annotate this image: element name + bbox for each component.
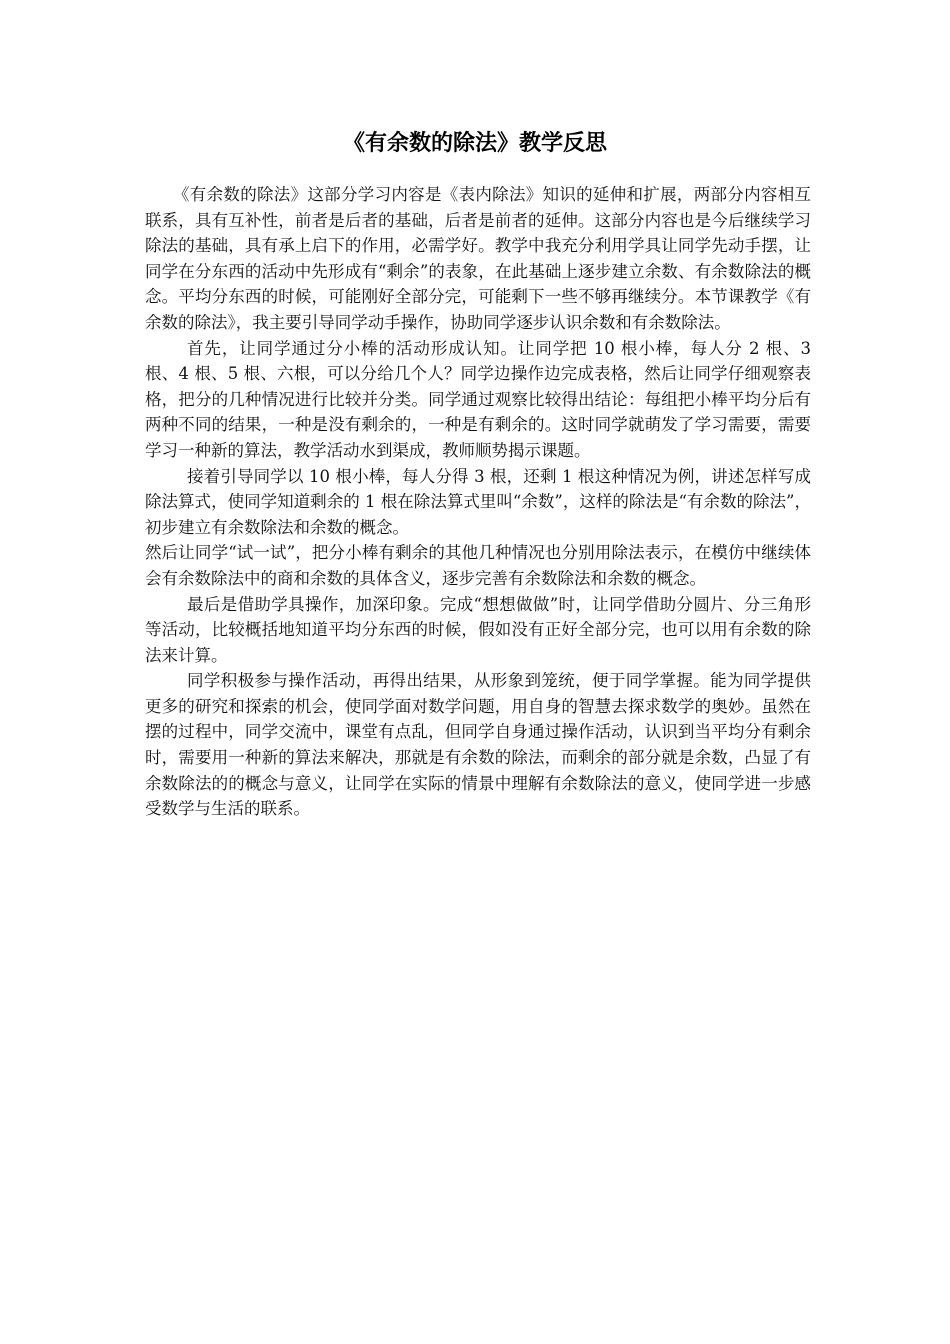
paragraph-next-step: 接着引导同学以 10 根小棒，每人分得 3 根，还剩 1 根这种情况为例，讲述怎样写成除法算式，使同学知道剩余的 1 根在除法算式里叫“余数”，这样的除法是“有余数的除法”，初步建立有余数除法和余数的概念。 xyxy=(145,466,811,537)
paragraph-intro: 《有余数的除法》这部分学习内容是《表内除法》知识的延伸和扩展，两部分内容相互联系，具有互补性，前者是后者的基础，后者是前者的延伸。这部分内容也是今后继续学习除法的基础，具有承上启下的作用，必需学好。教学中我充分利用学具让同学先动手摆，让同学在分东西的活动中先形成有“剩余”的表象，在此基础上逐步建立余数、有余数除法的概念。平均分东西的时候，可能刚好全部分完，可能剩下一些不够再继续分。本节课教学《有余数的除法》，我主要引导同学动手操作，协助同学逐步认识余数和有余数除法。 xyxy=(145,185,811,332)
paragraph-try-it: 然后让同学“试一试”，把分小棒有剩余的其他几种情况也分别用除法表示，在模仿中继续体会有余数除法中的商和余数的具体含义，逐步完善有余数除法和余数的概念。 xyxy=(145,543,811,588)
document-title: 《有余数的除法》教学反思 xyxy=(342,131,607,156)
paragraph-final-step: 最后是借助学具操作，加深印象。完成“想想做做”时，让同学借助分圆片、分三角形等活动，比较概括地知道平均分东西的时候，假如没有正好全部分完，也可以用有余数的除法来计算。 xyxy=(145,594,811,665)
paragraph-first-step: 首先，让同学通过分小棒的活动形成认知。让同学把 10 根小棒，每人分 2 根、3 根、4 根、5 根、六根，可以分给几个人？同学边操作边完成表格，然后让同学仔细观察表格，把分的几种情况进行比较并分类。同学通过观察比较得出结论：每组把小棒平均分后有两种不同的结果，一种是没有剩余的，一种是有剩余的。这时同学就萌发了学习需要，需要学习一种新的算法，教学活动水到渠成，教师顺势揭示课题。 xyxy=(145,338,811,460)
paragraph-conclusion: 同学积极参与操作活动，再得出结果，从形象到笼统，便于同学掌握。能为同学提供更多的研究和探索的机会，使同学面对数学问题，用自身的智慧去探求数学的奥妙。虽然在摆的过程中，同学交流中，课堂有点乱，但同学自身通过操作活动，认识到当平均分有剩余时，需要用一种新的算法来解决，那就是有余数的除法，而剩余的部分就是余数，凸显了有余数除法的的概念与意义，让同学在实际的情景中理解有余数除法的意义，使同学进一步感受数学与生活的联系。 xyxy=(145,671,811,819)
document-body xyxy=(145,182,811,822)
